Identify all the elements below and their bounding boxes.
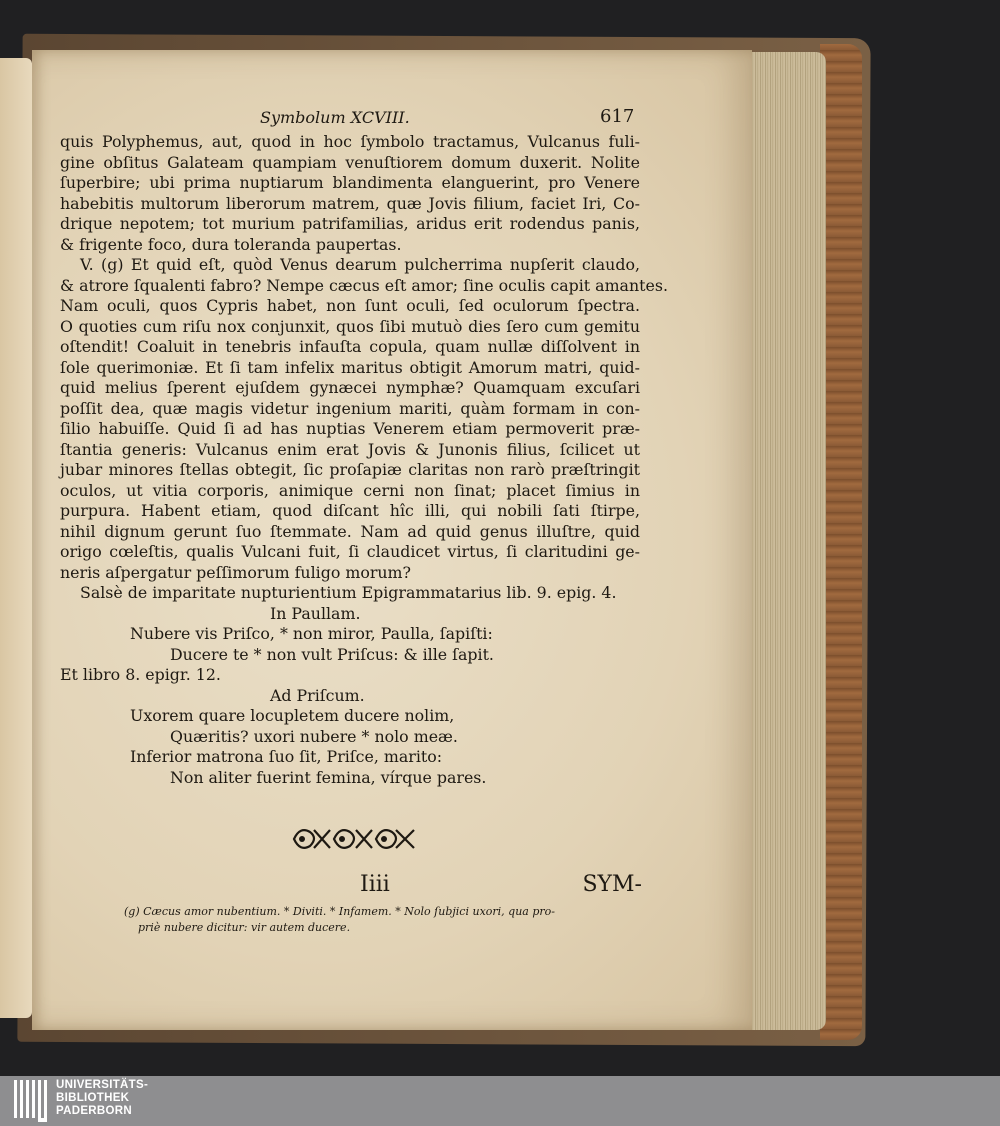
poem-line: Ducere te * non vult Priſcus: & ille ſapit. xyxy=(170,644,494,664)
signature-mark: Iiii xyxy=(360,872,390,897)
library-name-line: UNIVERSITÄTS- xyxy=(56,1079,149,1091)
footnote-line: priè nubere dicitur: vir autem ducere. xyxy=(138,921,351,934)
text-line: & atrore ſqualenti fabro? Nempe cæcus eſt amor; ſine oculis capit amantes. xyxy=(60,275,668,295)
text-line: ſuperbire; ubi prima nuptiarum blandimenta elanguerint, pro Venere xyxy=(60,173,640,192)
page-number: 617 xyxy=(600,106,635,127)
text-line: Salsè de imparitate nupturientium Epigrammatarius lib. 9. epig. 4. xyxy=(80,583,617,602)
footnote-line: (g) Cæcus amor nubentium. * Diviti. * Infamem. * Nolo ſubjici uxori, qua pro- xyxy=(124,905,555,918)
poem-line: Nubere vis Priſco, * non miror, Paulla, ſapiſti: xyxy=(130,624,493,643)
cover-spine-edge xyxy=(820,44,862,1040)
text-line: ſole querimoniæ. Et ſi tam infelix maritus obtigit Amorum matri, quid- xyxy=(60,357,640,377)
library-name-line: PADERBORN xyxy=(56,1105,132,1117)
left-page-edge xyxy=(0,58,32,1018)
text-line: oculos, ut vitia corporis, animique cerni non ſinat; placet ſimius in xyxy=(60,480,640,500)
library-footer-bar xyxy=(0,1076,1000,1126)
poem-line: Non aliter fuerint femina, vírque pares. xyxy=(170,767,487,787)
text-line: O quoties cum riſu nox conjunxit, quos ſibi mutuò dies ſero cum gemitu xyxy=(60,316,640,336)
library-name xyxy=(56,1079,148,1118)
text-line: origo cœleſtis, qualis Vulcani fuit, ſi claudicet virtus, ſi claritudini ge- xyxy=(60,542,640,561)
text-line: ſilio habuiſſe. Quid ſi ad has nuptias Venerem etiam permoverit præ- xyxy=(60,419,640,438)
text-line: quis Polyphemus, aut, quod in hoc ſymbolo tractamus, Vulcanus fuli- xyxy=(60,132,640,151)
page-edges xyxy=(746,52,826,1030)
printers-ornament-icon xyxy=(290,822,420,856)
text-line: oſtendit! Coaluit in tenebris infauſta copula, quam nullæ diſſolvent in xyxy=(60,337,640,356)
library-name-line: BIBLIOTHEK xyxy=(56,1092,130,1104)
page-text xyxy=(60,106,668,788)
text-line: nihil dignum gerunt ſuo ſtemmate. Nam ad quid genus illuſtre, quid xyxy=(60,521,640,541)
footnote xyxy=(124,904,644,936)
poem-line: Inferior matrona ſuo ſit, Priſce, marito: xyxy=(130,747,443,766)
poem-line: Uxorem quare locupletem ducere nolim, xyxy=(130,706,455,725)
signature-row xyxy=(360,872,642,902)
poem-title: In Paullam. xyxy=(270,603,361,623)
poem-line: Quæritis? uxori nubere * nolo meæ. xyxy=(170,726,458,746)
running-header xyxy=(260,108,640,132)
text-line: V. (g) Et quid eſt, quòd Venus dearum pulcherrima nupſerit claudo, xyxy=(80,255,640,274)
text-line: purpura. Habent etiam, quod diſcant hîc illi, qui nobili ſati ſtirpe, xyxy=(60,501,640,520)
text-line: drique nepotem; tot murium patrifamilias, aridus erit rodendus panis, xyxy=(60,214,640,233)
text-line: ſtantia generis: Vulcanus enim erat Jovis & Junonis filius, ſcilicet ut xyxy=(60,439,640,459)
text-line: quid melius ſperent ejuſdem gynæcei nymphæ? Quamquam excuſari xyxy=(60,378,640,397)
text-line: & frigente foco, dura toleranda paupertas. xyxy=(60,234,402,254)
text-line: poſſit dea, quæ magis videtur ingenium mariti, quàm formam in con- xyxy=(60,398,640,418)
library-logo-icon xyxy=(12,1078,50,1124)
text-line: Nam oculi, quos Cypris habet, non ſunt oculi, ſed oculorum ſpectra. xyxy=(60,296,640,315)
catchword: SYM- xyxy=(582,872,642,897)
text-line: neris aſpergatur peſſimorum fuligo morum? xyxy=(60,562,412,582)
text-line: jubar minores ſtellas obtegit, ſic proſapiæ claritas non rarò præſtringit xyxy=(60,460,640,479)
reference-line: Et libro 8. epigr. 12. xyxy=(60,665,221,684)
text-line: gine obſitus Galateam quampiam venuſtiorem domum duxerit. Nolite xyxy=(60,152,640,172)
text-line: habebitis multorum liberorum matrem, quæ Jovis filium, faciet Iri, Co- xyxy=(60,193,640,213)
header-title: Symbolum XCVIII. xyxy=(260,108,410,127)
poem-title: Ad Priſcum. xyxy=(270,685,365,705)
